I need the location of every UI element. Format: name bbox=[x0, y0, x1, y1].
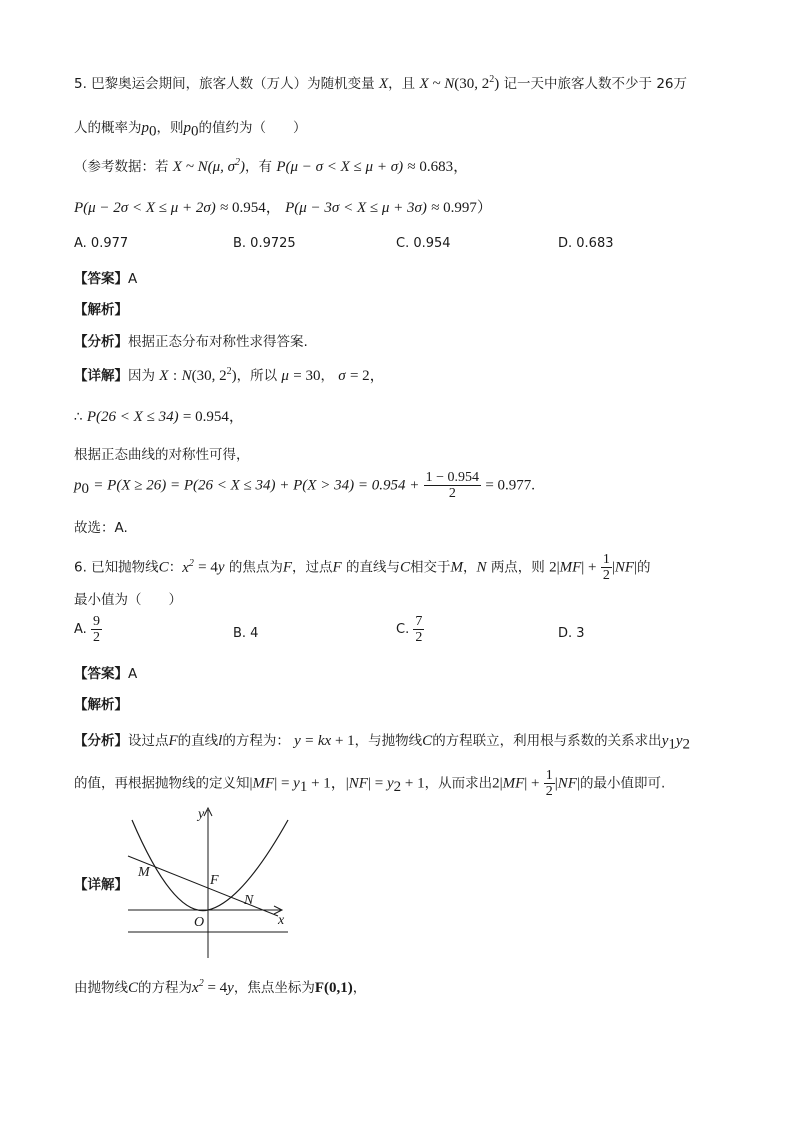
q6-detail-label-line bbox=[74, 873, 128, 893]
origin-label: O bbox=[194, 915, 205, 930]
math-expr: X bbox=[159, 368, 169, 384]
point-m-label: M bbox=[138, 865, 150, 880]
math-expr: p bbox=[74, 477, 82, 494]
y-label: y bbox=[198, 807, 205, 822]
q5-text: ，有 bbox=[245, 159, 273, 175]
q6-text: 的直线与 bbox=[345, 559, 400, 576]
detail-label: 【详解】 bbox=[74, 877, 128, 893]
q5-text: ， bbox=[320, 368, 334, 384]
x-label: x bbox=[278, 913, 285, 928]
answer-value: A bbox=[128, 666, 138, 682]
fraction: $\frac{9}{2}$ bbox=[92, 614, 100, 645]
math-expr: (30, $2^2$) bbox=[454, 74, 500, 92]
q5-text: = 0.977. bbox=[485, 477, 536, 494]
q6-text: 6. 已知抛物线 bbox=[74, 559, 159, 576]
q5-detail: 【详解】因为 X : N(30, $2^2$)，所以 μ = 30， σ = 2， bbox=[74, 366, 385, 384]
q6-line2: 最小值为（ ） bbox=[74, 592, 182, 608]
q5-text: 因为 bbox=[128, 368, 155, 384]
q6-last-line: 由抛物线C的方程为$x^2 = 4y$，焦点坐标为F(0,1)， bbox=[74, 978, 367, 996]
q5-fenxi bbox=[74, 330, 308, 350]
q5-symmetry: 根据正态曲线的对称性可得， bbox=[74, 447, 250, 463]
therefore-symbol: ∴ bbox=[74, 409, 83, 425]
answer-label: 【答案】 bbox=[74, 271, 128, 287]
q5-analysis bbox=[74, 298, 128, 318]
parabola-curve bbox=[132, 820, 288, 911]
q5-text: 的值约为（ ） bbox=[198, 120, 307, 136]
q5-text: 记一天中旅客人数不少于 26万 bbox=[503, 76, 688, 92]
q5-text: = 0.954， bbox=[182, 409, 244, 425]
q5-choose: 故选：A. bbox=[74, 520, 128, 536]
q5-answer bbox=[74, 267, 137, 287]
q6-text: ，过点 bbox=[292, 559, 333, 576]
q5-text: ，则 bbox=[156, 120, 184, 136]
analysis-label: 【解析】 bbox=[74, 697, 128, 713]
math-expr: P(μ − 3σ < X ≤ μ + 3σ) bbox=[285, 200, 427, 216]
focus-f-label: F bbox=[210, 873, 219, 888]
q5-option-c: C. 0.954 bbox=[396, 236, 451, 251]
fenxi-label: 【分析】 bbox=[74, 733, 128, 749]
math-expr: p bbox=[141, 120, 149, 136]
math-expr: X bbox=[378, 76, 389, 92]
q5-line2: 人的概率为$p_0$，则$p_0$的值约为（ ） bbox=[74, 120, 307, 140]
q6-option-a: A. $\frac{9}{2}$ bbox=[74, 614, 100, 645]
q6-answer bbox=[74, 662, 137, 682]
fenxi-label: 【分析】 bbox=[74, 334, 128, 350]
math-expr: p bbox=[183, 120, 191, 136]
fraction: $\frac{1}{2}$ bbox=[545, 768, 553, 799]
q5-option-a: A. 0.977 bbox=[74, 236, 129, 251]
fraction: $\frac{7}{2}$ bbox=[415, 614, 423, 645]
q6-text: 的 bbox=[637, 559, 651, 576]
detail-label: 【详解】 bbox=[74, 368, 128, 384]
fenxi-text: 根据正态分布对称性求得答案. bbox=[128, 334, 308, 350]
q6-option-c: C. $\frac{7}{2}$ bbox=[396, 614, 423, 645]
fraction: $\frac{1}{2}$ bbox=[602, 552, 610, 583]
math-expr: μ bbox=[281, 368, 289, 384]
math-expr: P(μ − σ < X ≤ μ + σ) bbox=[276, 159, 404, 175]
q5-text: ≈ 0.683， bbox=[407, 159, 469, 175]
q5-text: ≈ 0.954， bbox=[220, 200, 281, 216]
q6-fenxi-line2: 的值，再根据抛物线的定义知$|MF| = y_1 + 1$，$|NF| = y_2 + 1$，从而求出2|MF| + $\frac{1}{2}$ |NF|的最小值即可. bbox=[74, 768, 666, 799]
q5-calc-line: $p_0 = P(X \ge 26) = P(26 < X \le 34) + P(X > 34) = 0.954$ + $\frac{1 - 0.954}{2}$ = 0.977. bbox=[74, 470, 536, 501]
q5-option-d: D. 0.683 bbox=[558, 236, 614, 251]
q5-text: 5. 巴黎奥运会期间，旅客人数（万人）为随机变量 bbox=[74, 76, 375, 92]
q6-line1: 6. 已知抛物线C：$x^2 = 4y$ 的焦点为F，过点F 的直线与C相交于M，N 两点，则 2|MF| + $\frac{1}{2}$ |NF|的 bbox=[74, 552, 651, 583]
parabola-figure bbox=[122, 806, 352, 966]
math-expr: σ bbox=[338, 368, 346, 384]
q6-fenxi-line1: 【分析】设过点F的直线l的方程为： y = kx + 1，与抛物线C的方程联立，利用根与系数的关系求出$y_1y_2$ bbox=[74, 733, 691, 753]
q5-line1: 5. 巴黎奥运会期间，旅客人数（万人）为随机变量 X，且 X ~ N(30, $2^2$) 记一天中旅客人数不少于 26万 bbox=[74, 74, 688, 92]
q5-ref-line1 bbox=[74, 155, 468, 176]
q5-ref-line2 bbox=[74, 196, 492, 217]
math-expr: P(μ − 2σ < X ≤ μ + 2σ) bbox=[74, 200, 216, 216]
q5-text: 人的概率为 bbox=[74, 120, 142, 136]
q6-analysis bbox=[74, 693, 128, 713]
math-expr: X ~ N bbox=[419, 76, 455, 92]
q6-text: 两点，则 bbox=[490, 559, 545, 576]
fraction: $\frac{1 - 0.954}{2}$ bbox=[425, 470, 480, 501]
point-n-label: N bbox=[244, 893, 254, 908]
math-expr: P(26 < X ≤ 34) bbox=[86, 409, 179, 425]
q6-option-b: B. 4 bbox=[233, 626, 259, 641]
q6-text: 的焦点为 bbox=[228, 559, 283, 576]
q5-option-b: B. 0.9725 bbox=[233, 236, 296, 251]
answer-label: 【答案】 bbox=[74, 666, 128, 682]
focal-line bbox=[128, 856, 278, 916]
q6-option-d: D. 3 bbox=[558, 626, 585, 641]
q5-text: ，所以 bbox=[236, 368, 278, 384]
answer-value: A bbox=[128, 271, 138, 287]
q5-text: ≈ 0.997） bbox=[431, 200, 492, 216]
q5-prob-line bbox=[74, 405, 244, 426]
q5-text: （参考数据：若 bbox=[74, 159, 169, 175]
analysis-label: 【解析】 bbox=[74, 302, 128, 318]
q6-text: 相交于 bbox=[410, 559, 451, 576]
math-expr: X ~ N(μ, $\sigma^2$) bbox=[172, 157, 246, 175]
